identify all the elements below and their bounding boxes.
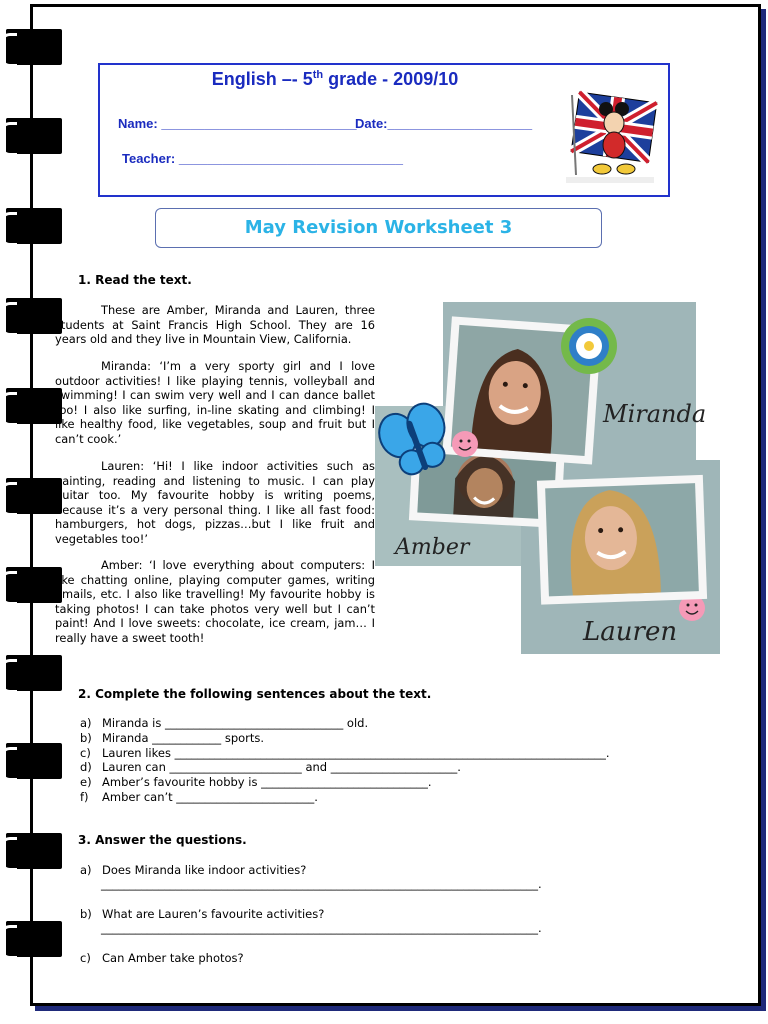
header-title: English –- 5th grade - 2009/10 <box>211 69 459 89</box>
miranda-paragraph: Miranda: ‘I’m a very sporty girl and I love outdoor activities! I like playing tennis, volleyball and swimming! I can swim very well and I can dance ballet too! I also like surfing, in-line skating and climbing! I like healthy food, like vegetables, soup and fruit but I can’t cook.’ <box>55 359 375 446</box>
section1-heading: 1. Read the text. <box>78 273 192 287</box>
sentence-item[interactable]: f) Amber can’t ________________________. <box>80 790 318 804</box>
sentence-item[interactable]: d) Lauren can _______________________ and ______________________. <box>80 760 461 774</box>
sentence-item[interactable]: b) Miranda ____________ sports. <box>80 731 265 745</box>
mickey-flag-icon <box>562 89 658 187</box>
header-box <box>98 63 670 197</box>
question-item: b) What are Lauren’s favourite activities? <box>80 907 325 921</box>
lauren-paragraph: Lauren: ‘Hi! I like indoor activities such as painting, reading and listening to music. I can play guitar too. My favourite hobby is writing poems, because it’s a very personal thing. I like all fast food: hamburgers, hot dogs, pizzas…but I like fruit and vegetables too!’ <box>55 459 375 546</box>
smiley-icon <box>452 431 478 457</box>
amber-caption: Amber <box>395 535 470 560</box>
answer-line[interactable]: ____________________________________________________________________________. <box>101 877 542 891</box>
teacher-field[interactable]: Teacher: _______________________________ <box>122 151 403 166</box>
name-field[interactable]: Name: ___________________________ <box>118 116 357 131</box>
date-field[interactable]: Date:____________________ <box>355 116 533 131</box>
lauren-caption: Lauren <box>583 617 678 647</box>
sentence-item[interactable]: e) Amber’s favourite hobby is _____________________________. <box>80 775 432 789</box>
sentence-item[interactable]: a) Miranda is _______________________________ old. <box>80 716 369 730</box>
intro-paragraph: These are Amber, Miranda and Lauren, three students at Saint Francis High School. They are 16 years old and they live in Mountain View, California. <box>55 303 375 347</box>
worksheet-title-box <box>155 208 602 248</box>
sentence-item[interactable]: c) Lauren likes ___________________________________________________________________________. <box>80 746 610 760</box>
flower-icon <box>561 318 617 374</box>
question-item: a) Does Miranda like indoor activities? <box>80 863 307 877</box>
answer-line[interactable]: ____________________________________________________________________________. <box>101 921 542 935</box>
section2-heading: 2. Complete the following sentences about the text. <box>78 687 432 701</box>
lauren-photo <box>537 475 707 605</box>
question-item: c) Can Amber take photos? <box>80 951 244 965</box>
worksheet-title: May Revision Worksheet 3 <box>244 217 513 238</box>
miranda-caption: Miranda <box>603 400 707 428</box>
photo-collage <box>375 302 720 654</box>
section3-heading: 3. Answer the questions. <box>78 833 247 847</box>
amber-paragraph: Amber: ‘I love everything about computers: I like chatting online, playing computer games, writing emails, etc. I also like travelling! My favourite hobby is taking photos! I can take photos very well but I can’t paint! And I love sweets: chocolate, ice cream, jam… I really have a sweet tooth! <box>55 558 375 645</box>
